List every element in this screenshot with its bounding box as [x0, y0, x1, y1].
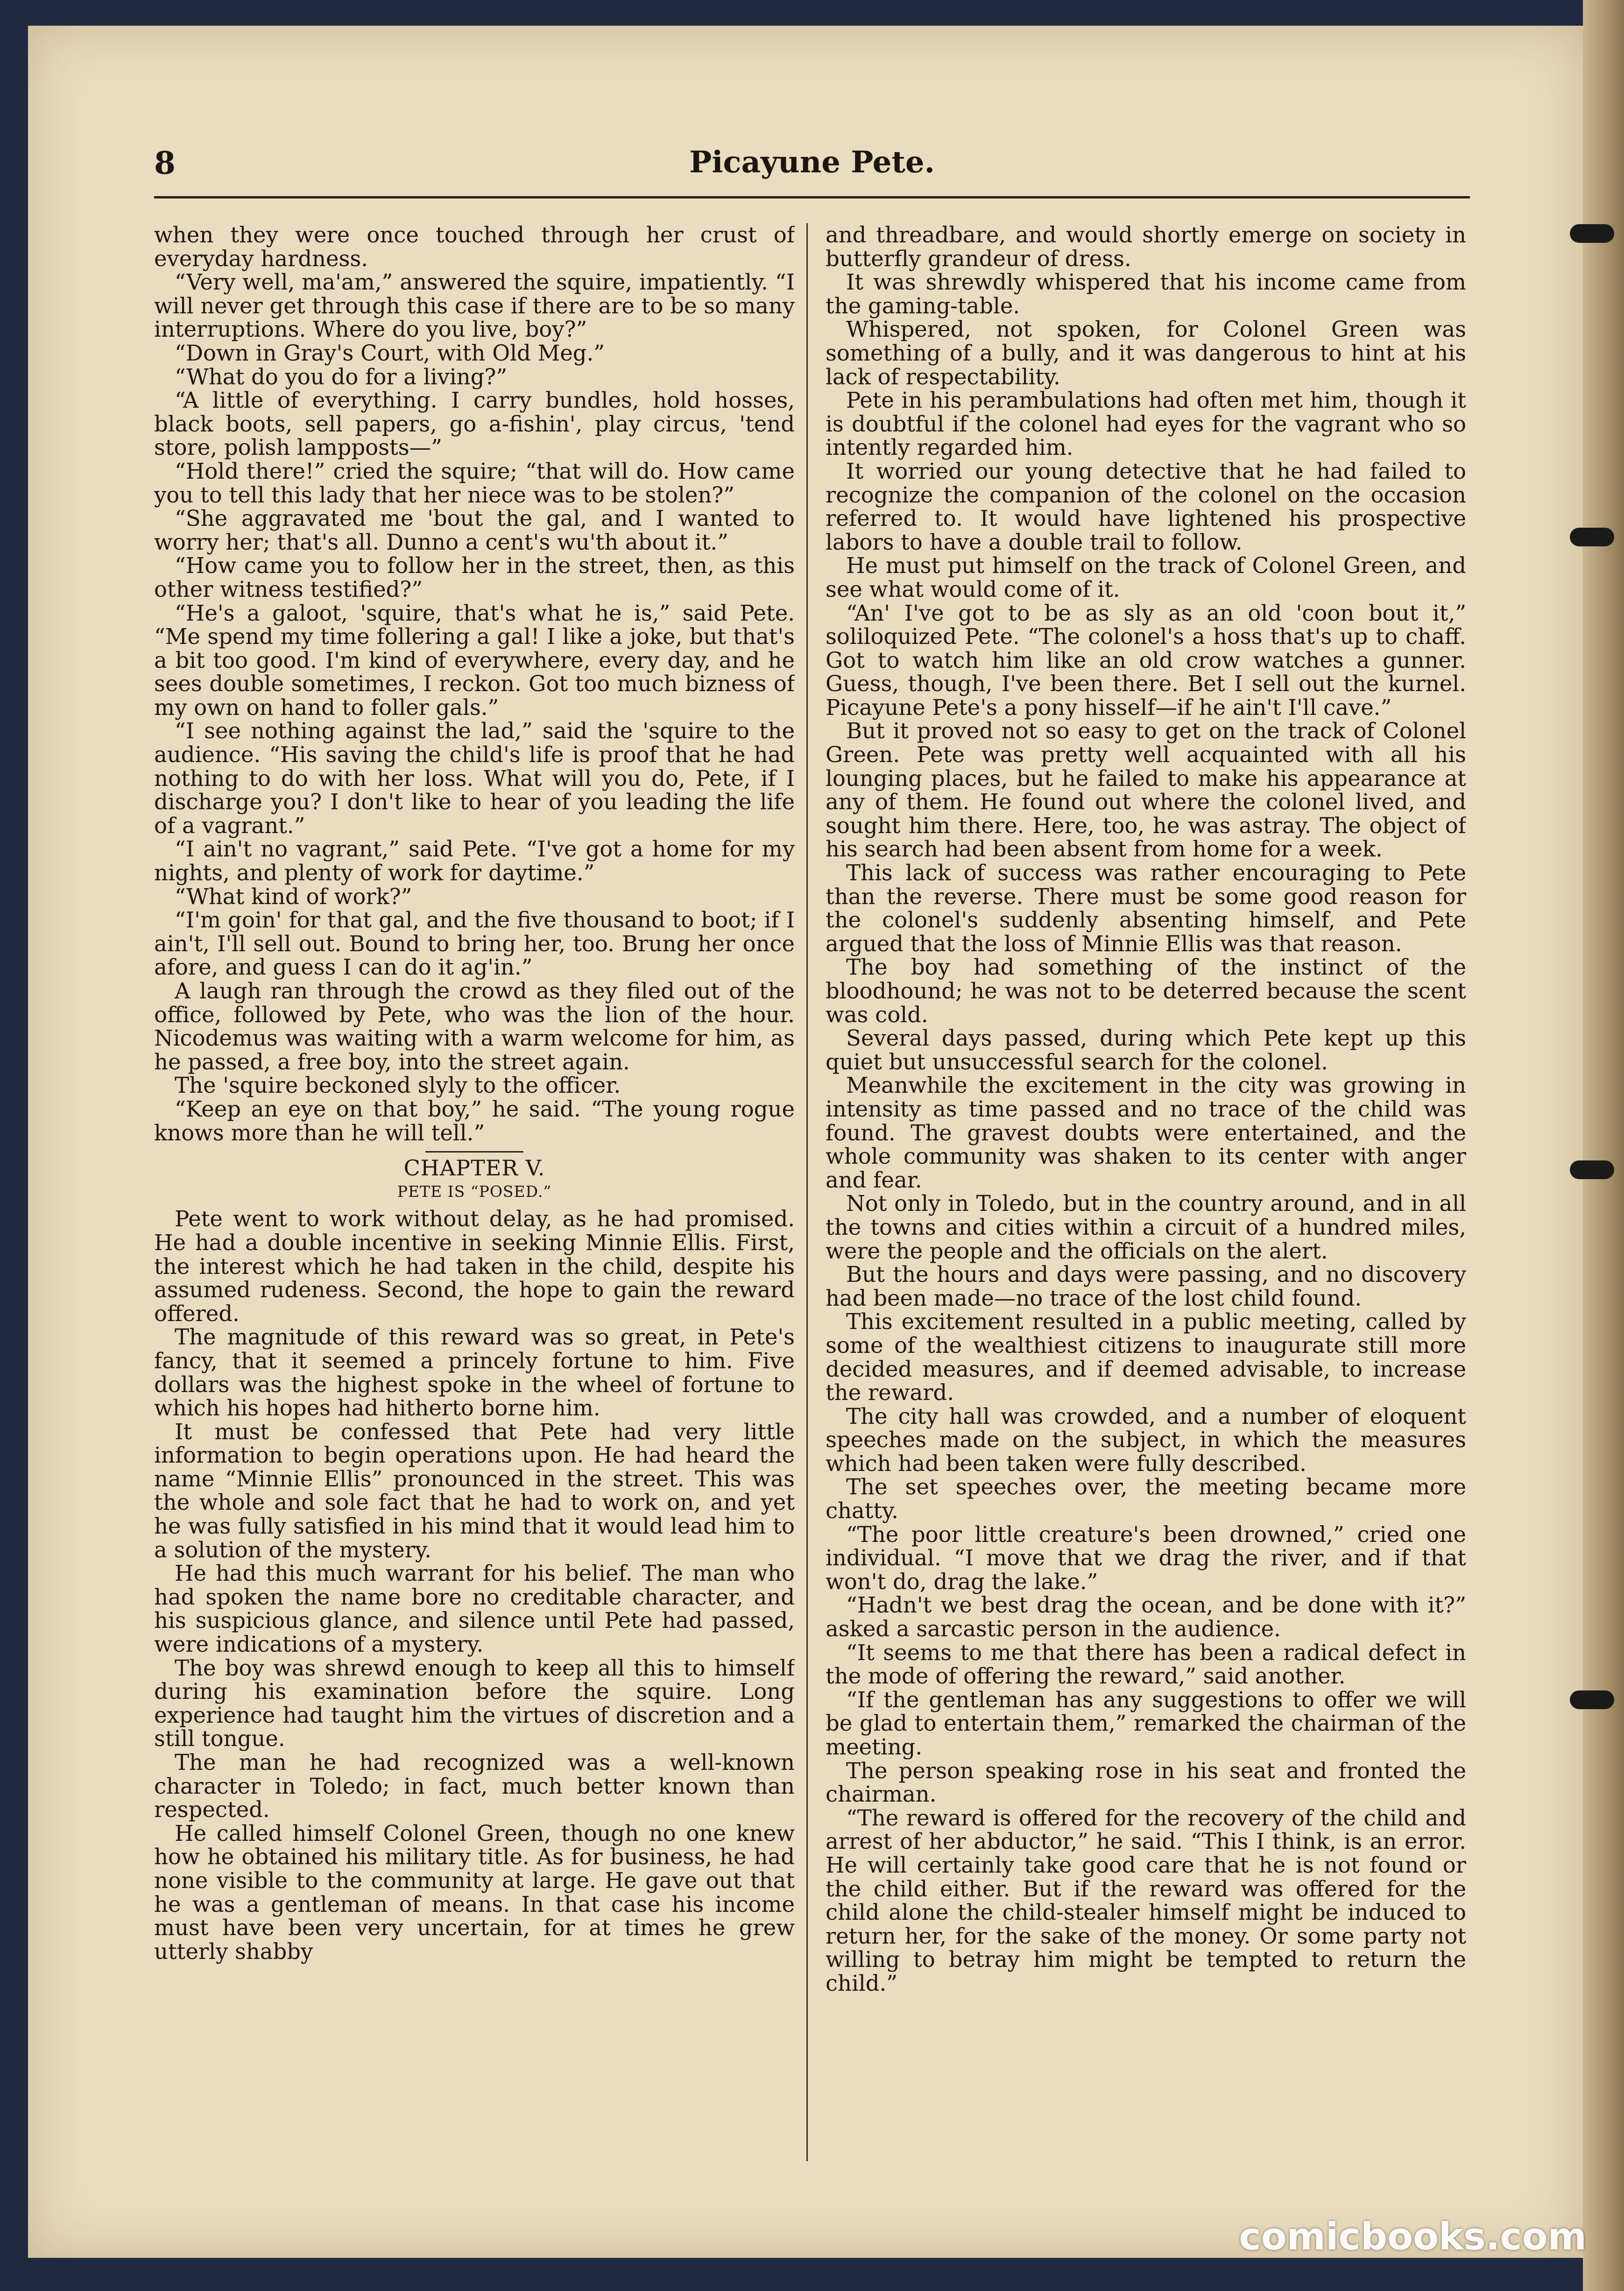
- left-paragraphs-after-chapter: [154, 1207, 795, 1963]
- paragraph: The boy was shrewd enough to keep all this to himself during his examination before the squire. Long experience had taught him the virtues of discretion and a still tongue.: [154, 1655, 795, 1752]
- paragraph: and threadbare, and would shortly emerge on society in butterfly grandeur of dress.: [826, 223, 1466, 271]
- paragraph: “A little of everything. I carry bundles, hold hosses, black boots, sell papers, go a-fishin', play circus, 'tend store, polish lampposts—”: [154, 388, 795, 460]
- binding-stitch: [1570, 528, 1614, 546]
- right-column: [826, 223, 1466, 2161]
- paragraph: “Hadn't we best drag the ocean, and be done with it?” asked a sarcastic person in the audience.: [826, 1592, 1466, 1642]
- paragraph: Not only in Toledo, but in the country around, and in all the towns and cities within a circuit of a hundred miles, were the people and the officials on the alert.: [826, 1191, 1466, 1264]
- paragraph: The boy had something of the instinct of the bloodhound; he was not to be deterred because the scent was cold.: [826, 955, 1466, 1027]
- binding-stitch: [1570, 224, 1614, 243]
- paragraph: when they were once touched through her crust of everyday hardness.: [154, 223, 795, 271]
- paragraph: He must put himself on the track of Colonel Green, and see what would come of it.: [826, 553, 1466, 602]
- paragraph: He had this much warrant for his belief. The man who had spoken the name bore no creditable character, and his suspicious glance, and silence until Pete had passed, were indications of a mystery.: [154, 1561, 795, 1657]
- paragraph: “If the gentleman has any suggestions to offer we will be glad to entertain them,” remarked the chairman of the meeting.: [826, 1687, 1466, 1760]
- page-header: [154, 140, 1470, 187]
- watermark: comicbooks.com: [1239, 2215, 1587, 2258]
- right-paragraphs: [826, 223, 1466, 1995]
- paragraph: “Keep an eye on that boy,” he said. “The young rogue knows more than he will tell.”: [154, 1096, 795, 1146]
- paragraph: “An' I've got to be as sly as an old 'coon bout it,” soliloquized Pete. “The colonel's a hoss that's up to chaff. Got to watch him like an old crow watches a gunner. Guess, though, I've been there. Bet I sell out the kurnel. Picayune Pete's a pony hisself—if he ain't I'll cave.”: [826, 600, 1466, 720]
- paragraph: “How came you to follow her in the street, then, as this other witness testified?”: [154, 553, 795, 602]
- left-paragraphs-before-chapter: [154, 223, 795, 1145]
- paragraph: “It seems to me that there has been a radical defect in the mode of offering the reward,” said another.: [826, 1640, 1466, 1689]
- paragraph: But it proved not so easy to get on the track of Colonel Green. Pete was pretty well acquainted with all his lounging places, but he failed to make his appearance at any of them. He found out where the colonel lived, and sought him there. Here, too, he was astray. The object of his search had been absent from home for a week.: [826, 718, 1466, 862]
- paragraph: “What kind of work?”: [175, 884, 412, 909]
- paragraph: “Down in Gray's Court, with Old Meg.”: [175, 340, 605, 366]
- paragraph: Whispered, not spoken, for Colonel Green was something of a bully, and it was dangerous to hint at his lack of respectability.: [826, 317, 1466, 389]
- paragraph: “I ain't no vagrant,” said Pete. “I've got a home for my nights, and plenty of work for daytime.”: [154, 836, 795, 886]
- paragraph: A laugh ran through the crowd as they filed out of the office, followed by Pete, who was the lion of the hour. Nicodemus was waiting with a warm welcome for him, as he passed, a free boy, into the street again.: [154, 978, 795, 1075]
- paragraph: The person speaking rose in his seat and fronted the chairman.: [826, 1758, 1466, 1807]
- paragraph: Several days passed, during which Pete kept up this quiet but unsuccessful search for the colonel.: [826, 1025, 1466, 1075]
- paragraph: This lack of success was rather encouraging to Pete than the reverse. There must be some good reason for the colonel's suddenly absenting himself, and Pete argued that the loss of Minnie Ellis was that reason.: [826, 860, 1466, 956]
- chapter-subtitle: PETE IS “POSED.”: [397, 1182, 552, 1201]
- header-rule: [154, 196, 1470, 198]
- paragraph: The 'squire beckoned slyly to the officer.: [175, 1073, 621, 1098]
- paragraph: “Hold there!” cried the squire; “that will do. How came you to tell this lady that her niece was to be stolen?”: [154, 458, 795, 508]
- paragraph: But the hours and days were passing, and no discovery had been made—no trace of the lost child found.: [826, 1262, 1466, 1311]
- running-title: Picayune Pete.: [689, 145, 935, 180]
- binding-stitch: [1570, 1160, 1614, 1179]
- paragraph: The city hall was crowded, and a number of eloquent speeches made on the subject, in which the measures which had been taken were fully described.: [826, 1403, 1466, 1476]
- paragraph: This excitement resulted in a public meeting, called by some of the wealthiest citizens to inaugurate still more decided measures, and if deemed advisable, to increase the reward.: [826, 1309, 1466, 1406]
- paragraph: It worried our young detective that he had failed to recognize the companion of the colonel on the occasion referred to. It would have lightened his prospective labors to have a double trail to follow.: [826, 458, 1466, 555]
- chapter-rule: [425, 1151, 523, 1153]
- left-column: [154, 223, 795, 2161]
- paragraph: “What do you do for a living?”: [175, 364, 508, 389]
- paragraph: The magnitude of this reward was so great, in Pete's fancy, that it seemed a princely fortune to him. Five dollars was the highest spoke in the wheel of fortune to which his hopes had hitherto borne him.: [154, 1324, 795, 1421]
- paragraph: Pete in his perambulations had often met him, though it is doubtful if the colonel had eyes for the vagrant who so intently regarded him.: [826, 388, 1466, 460]
- paragraph: “I see nothing against the lad,” said the 'squire to the audience. “His saving the child's life is proof that he had nothing to do with her loss. What will you do, Pete, if I discharge you? I don't like to hear of you leading the life of a vagrant.”: [154, 718, 795, 838]
- paragraph: Meanwhile the excitement in the city was growing in intensity as time passed and no trace of the child was found. The gravest doubts were entertained, and the whole community was shaken to its center with anger and fear.: [826, 1073, 1466, 1193]
- paragraph: “I'm goin' for that gal, and the five thousand to boot; if I ain't, I'll sell out. Bound to bring her, too. Brung her once afore, and guess I can do it ag'in.”: [154, 907, 795, 980]
- chapter-block: [154, 1151, 795, 1203]
- paragraph: “The reward is offered for the recovery of the child and arrest of her abductor,” he said. “This I think, is an error. He will certainly take good care that he is not found or the child either. But if the reward was offered for the child alone the child-stealer himself might be induced to return her, for the sake of the money. Or some party not willing to betray him might be tempted to return the child.”: [826, 1805, 1466, 1996]
- paragraph: “The poor little creature's been drowned,” cried one individual. “I move that we drag the river, and if that won't do, drag the lake.”: [826, 1521, 1466, 1594]
- paragraph: He called himself Colonel Green, though no one knew how he obtained his military title. As for business, he had none visible to the community at large. He gave out that he was a gentleman of means. In that case his income must have been very uncertain, for at times he grew utterly shabby: [154, 1820, 795, 1964]
- paragraph: It must be confessed that Pete had very little information to begin operations upon. He had heard the name “Minnie Ellis” pronounced in the street. This was the whole and sole fact that he had to work on, and yet he was fully satisfied in his mind that it would lead him to a solution of the mystery.: [154, 1419, 795, 1563]
- binding-spine: [1583, 0, 1624, 2291]
- paragraph: “Very well, ma'am,” answered the squire, impatiently. “I will never get through this case if there are to be so many interruptions. Where do you live, boy?”: [154, 269, 795, 342]
- paragraph: The set speeches over, the meeting became more chatty.: [826, 1474, 1466, 1524]
- page-number: 8: [154, 145, 176, 181]
- binding-stitch: [1570, 1690, 1614, 1709]
- paragraph: “He's a galoot, 'squire, that's what he is,” said Pete. “Me spend my time follering a gal! I like a joke, but that's a bit too good. I'm kind of everywhere, every day, and he sees double sometimes, I reckon. Got too much bizness of my own on hand to foller gals.”: [154, 600, 795, 720]
- column-divider: [806, 223, 808, 2161]
- paragraph: Pete went to work without delay, as he had promised. He had a double incentive in seeking Minnie Ellis. First, the interest which he had taken in the child, despite his assumed rudeness. Second, the hope to gain the reward offered.: [154, 1206, 795, 1326]
- paragraph: It was shrewdly whispered that his income came from the gaming-table.: [826, 269, 1466, 318]
- paragraph: The man he had recognized was a well-known character in Toledo; in fact, much better known than respected.: [154, 1750, 795, 1823]
- chapter-heading: CHAPTER V.: [403, 1155, 545, 1181]
- paragraph: “She aggravated me 'bout the gal, and I wanted to worry her; that's all. Dunno a cent's wu'th about it.”: [154, 506, 795, 555]
